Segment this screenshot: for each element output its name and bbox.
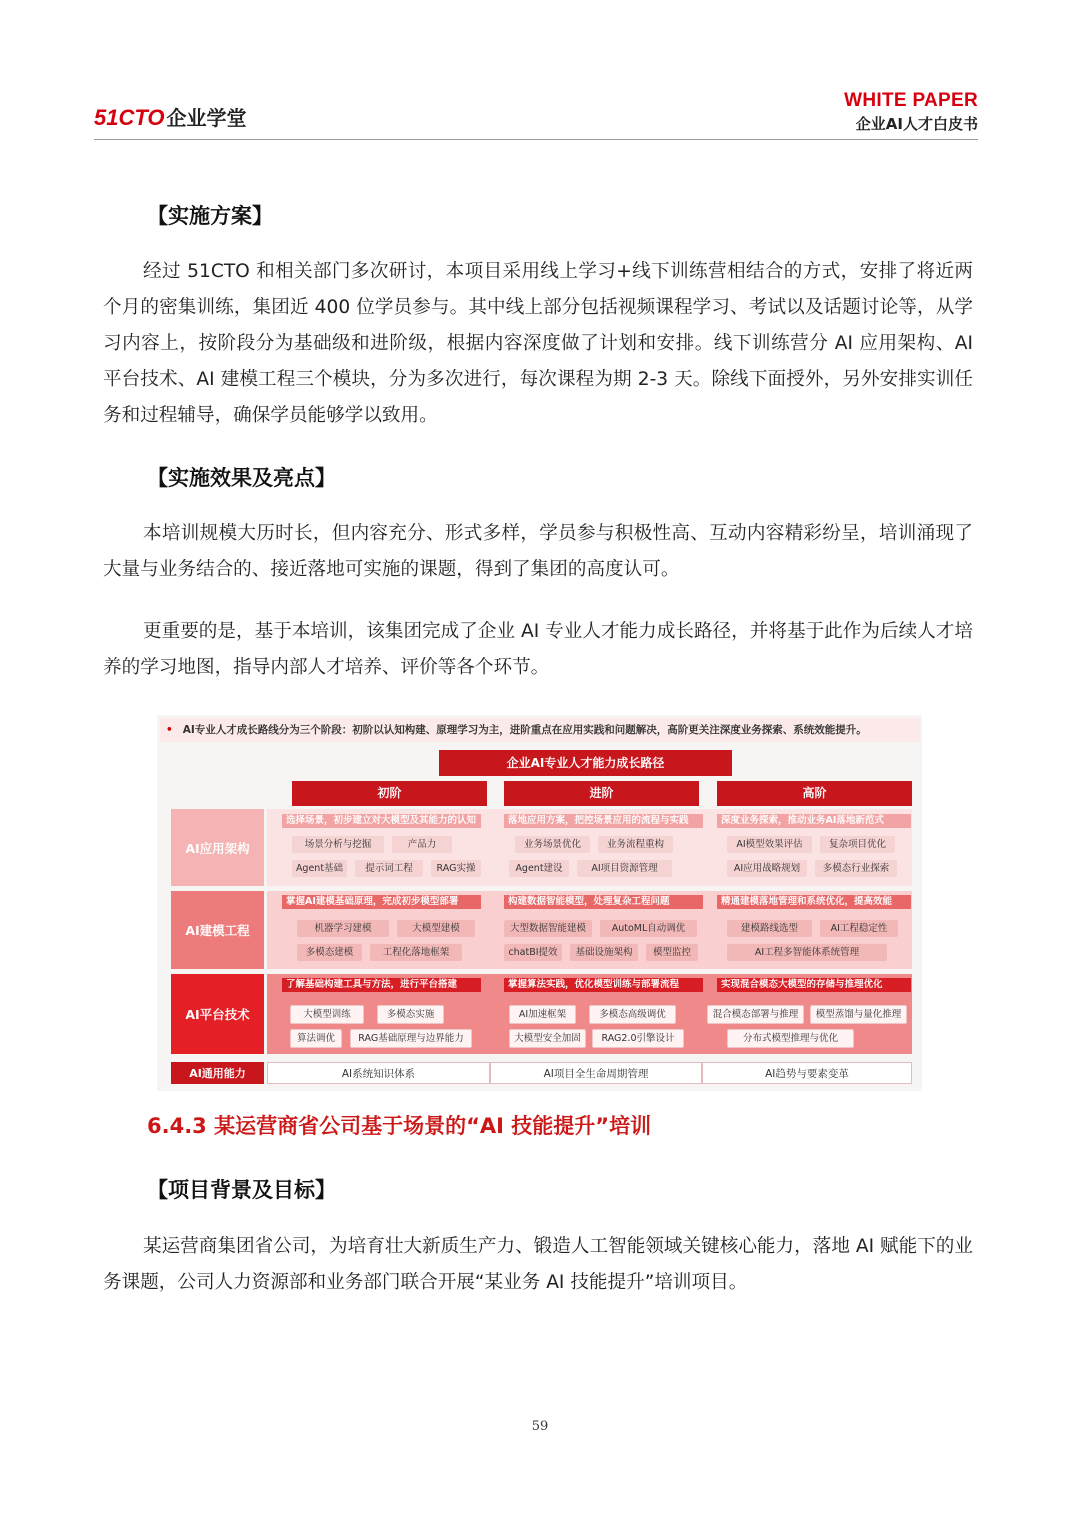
chip: RAG2.0引擎设计	[592, 1029, 684, 1048]
chip: RAG实操	[431, 860, 481, 877]
chip: 场景分析与挖掘	[292, 836, 384, 853]
header-divider	[94, 139, 978, 140]
chip: 工程化落地框架	[370, 944, 462, 961]
paragraph-implementation-plan: 经过 51CTO 和相关部门多次研讨，本项目采用线上学习+线下训练营相结合的方式，安排了将近两个月的密集训练，集团近 400 位学员参与。其中线上部分包括视频课程学习、考试以及话题讨论等，从学习内容上，按阶段分为基础级和进阶级，根据内容深度做了计划和安排。线下训练营分 AI 应用架构、AI 平台技术、AI 建模工程三个模块，分为多次进行，每次课程为期 2-3 天。除线下面授外，另外安排实训任务和过程辅导，确保学员能够学以致用。	[103, 261, 973, 426]
chip: 多模态行业探索	[815, 860, 897, 877]
heading-project-background: 【项目背景及目标】	[147, 1178, 336, 1202]
whitepaper-subtitle: 企业AI人才白皮书	[855, 115, 978, 133]
chip: 复杂项目优化	[820, 836, 895, 853]
subsection-title-6-4-3: 6.4.3 某运营商省公司基于场景的“AI 技能提升”培训	[147, 1114, 652, 1138]
logo-brand: 51CTO	[94, 105, 165, 130]
chip: chatBI提效	[504, 944, 562, 961]
general-cell: AI项目全生命周期管理	[490, 1062, 702, 1084]
chip: AI应用战略规划	[727, 860, 807, 877]
paragraph-effects-2: 更重要的是，基于本培训，该集团完成了企业 AI 专业人才能力成长路径，并将基于此作为后续人才培养的学习地图，指导内部人才培养、评价等各个环节。	[103, 621, 973, 678]
chip: 大模型安全加固	[509, 1029, 586, 1048]
row-label-ai-general-ability: AI通用能力	[171, 1062, 264, 1084]
chip: 基础设施架构	[570, 944, 638, 961]
chip: 模型监控	[646, 944, 698, 961]
logo-sub: 企业学堂	[166, 106, 247, 130]
chip: AI模型效果评估	[727, 836, 812, 853]
heading-effects-highlights: 【实施效果及亮点】	[147, 466, 336, 490]
chip: 大模型建模	[397, 920, 475, 937]
growth-path-diagram	[157, 715, 922, 1091]
row1-desc-intermediate: 落地应用方案，把控场景应用的流程与实践	[504, 814, 703, 828]
row-label-ai-platform-technology: AI平台技术	[171, 974, 264, 1054]
chip: 模型蒸馏与量化推理	[810, 1005, 907, 1024]
chip: 大模型训练	[290, 1005, 364, 1024]
chip: AI工程多智能体系统管理	[727, 944, 887, 961]
page-number: 59	[531, 1419, 549, 1434]
row-label-ai-app-architecture: AI应用架构	[171, 809, 264, 886]
row2-desc-beginner: 掌握AI建模基础原理，完成初步模型部署	[282, 895, 481, 909]
chip: 业务场景优化	[515, 836, 590, 853]
whitepaper-badge	[844, 90, 978, 134]
chip: 产品力	[392, 836, 452, 853]
row1-desc-advanced: 深度业务探索，推动业务AI落地新范式	[717, 814, 911, 828]
chip: 机器学习建模	[297, 920, 389, 937]
chip: AI加速框架	[509, 1005, 576, 1024]
stage-intermediate: 进阶	[504, 781, 699, 806]
chip: 分布式模型推理与优化	[727, 1029, 854, 1048]
row3-desc-beginner: 了解基础构建工具与方法，进行平台搭建	[282, 978, 481, 992]
chip: 大型数据智能建模	[504, 920, 592, 937]
chip: AI项目资源管理	[577, 860, 672, 877]
row2-desc-advanced: 精通建模落地管理和系统优化，提高效能	[717, 895, 911, 909]
row3-desc-intermediate: 掌握算法实践，优化模型训练与部署流程	[504, 978, 703, 992]
chip: AutoML自动调优	[600, 920, 697, 937]
diagram-note-text: AI专业人才成长路线分为三个阶段：初阶以认知构建、原理学习为主，进阶重点在应用实践和问题解决，高阶更关注深度业务探索、系统效能提升。	[182, 724, 867, 736]
chip: 多模态建模	[297, 944, 362, 961]
whitepaper-title: WHITE PAPER	[844, 90, 978, 111]
chip: Agent建设	[509, 860, 569, 877]
heading-implementation-plan: 【实施方案】	[147, 204, 273, 228]
row3-desc-advanced: 实现混合模态大模型的存储与推理优化	[717, 978, 911, 992]
diagram-title: 企业AI专业人才能力成长路径	[439, 750, 732, 776]
row1-desc-beginner: 选择场景，初步建立对大模型及其能力的认知	[282, 814, 481, 828]
chip: RAG基础原理与边界能力	[350, 1029, 472, 1048]
chip: 混合模态部署与推理	[707, 1005, 804, 1024]
row-label-ai-modeling-engineering: AI建模工程	[171, 891, 264, 969]
chip: 多模态高级调优	[589, 1005, 676, 1024]
general-cell: AI系统知识体系	[267, 1062, 490, 1084]
company-logo	[94, 102, 247, 131]
chip: 业务流程重构	[598, 836, 673, 853]
chip: Agent基础	[292, 860, 347, 877]
chip: 多模态实施	[377, 1005, 444, 1024]
general-cell: AI趋势与要素变革	[702, 1062, 912, 1084]
diagram-note: • AI专业人才成长路线分为三个阶段：初阶以认知构建、原理学习为主，进阶重点在应用实践和问题解决，高阶更关注深度业务探索、系统效能提升。	[160, 718, 920, 742]
paragraph-effects-1: 本培训规模大历时长，但内容充分、形式多样，学员参与积极性高、互动内容精彩纷呈，培训涌现了大量与业务结合的、接近落地可实施的课题，得到了集团的高度认可。	[103, 523, 973, 580]
chip: AI工程稳定性	[820, 920, 898, 937]
chip: 提示词工程	[355, 860, 423, 877]
chip: 建模路线选型	[727, 920, 812, 937]
paragraph-project-background: 某运营商集团省公司，为培育壮大新质生产力、锻造人工智能领域关键核心能力，落地 AI 赋能下的业务课题，公司人力资源部和业务部门联合开展“某业务 AI 技能提升”培训项目。	[103, 1236, 973, 1293]
row2-desc-intermediate: 构建数据智能模型，处理复杂工程问题	[504, 895, 703, 909]
stage-beginner: 初阶	[292, 781, 487, 806]
chip: 算法调优	[290, 1029, 342, 1048]
stage-advanced: 高阶	[717, 781, 912, 806]
